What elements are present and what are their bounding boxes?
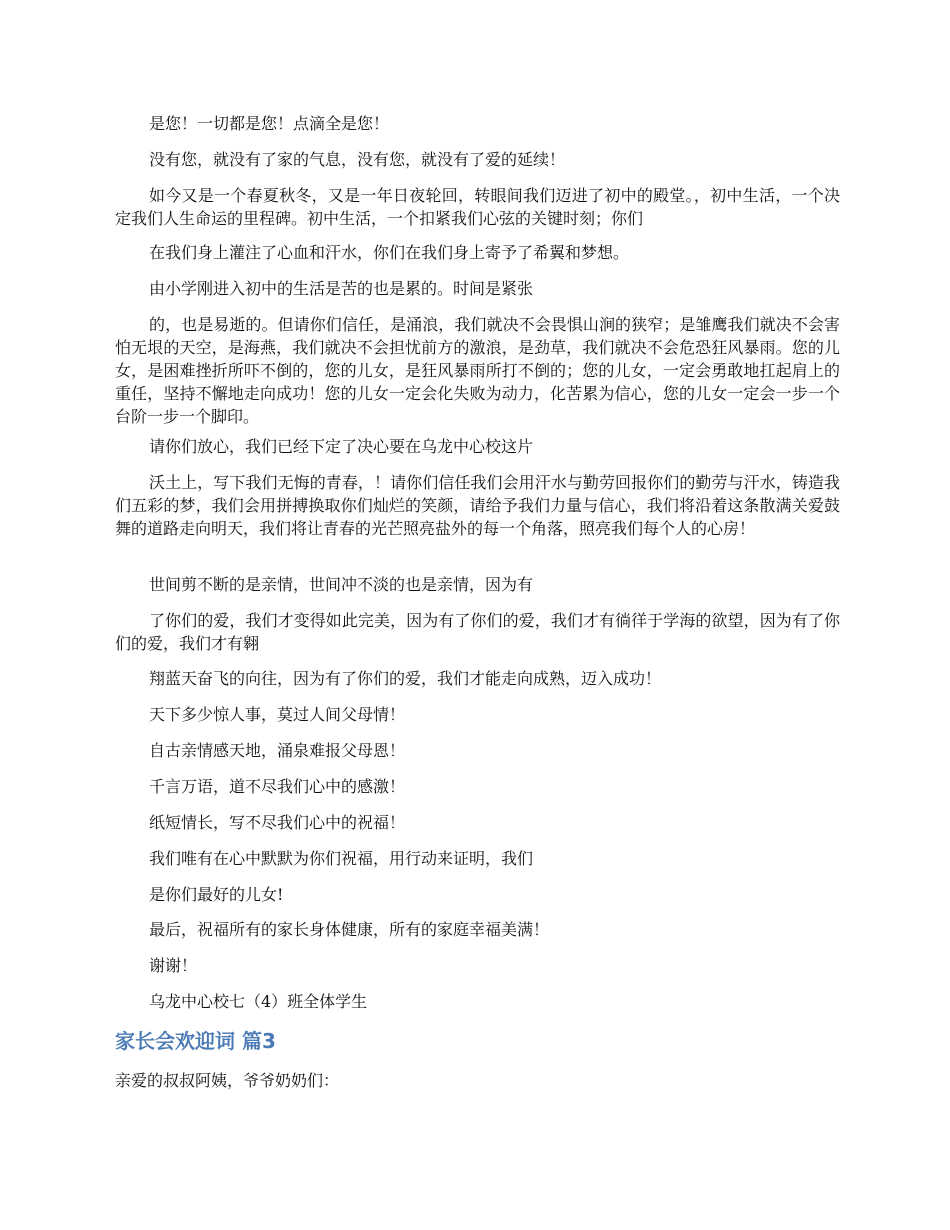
paragraph-11: 翔蓝天奋飞的向往，因为有了你们的爱，我们才能走向成熟，迈入成功！: [149, 669, 662, 688]
salutation: 亲爱的叔叔阿姨，爷爷奶奶们：: [115, 1071, 340, 1090]
paragraph-10: 了你们的爱，我们才变得如此完美，因为有了你们的爱，我们才有徜徉于学海的欲望，因为有了你们的爱，我们才有翱: [115, 611, 840, 653]
paragraph-1: 是您！一切都是您！点滴全是您！: [149, 114, 390, 133]
paragraph-9: 世间剪不断的是亲情，世间冲不淡的也是亲情，因为有: [149, 575, 534, 594]
paragraph-18: 最后，祝福所有的家长身体健康，所有的家庭幸福美满！: [149, 920, 550, 939]
paragraph-16: 我们唯有在心中默默为你们祝福，用行动来证明，我们: [149, 849, 534, 868]
paragraph-3: 如今又是一个春夏秋冬，又是一年日夜轮回，转眼间我们迈进了初中的殿堂。，初中生活，一个决定我们人生命运的里程碑。初中生活，一个扣紧我们心弦的关键时刻；你们: [115, 186, 840, 228]
paragraph-17: 是你们最好的儿女!: [149, 885, 284, 904]
paragraph-19: 谢谢！: [149, 956, 198, 975]
paragraph-12: 天下多少惊人事，莫过人间父母情！: [149, 705, 406, 724]
paragraph-4: 在我们身上灌注了心血和汗水，你们在我们身上寄予了希翼和梦想。: [149, 243, 630, 262]
paragraph-6: 的，也是易逝的。但请你们信任，是涌浪，我们就决不会畏惧山涧的狭窄；是雏鹰我们就决不会害怕无垠的天空，是海燕，我们就决不会担忧前方的激浪，是劲草，我们就决不会危恐狂风暴雨。您的儿女，是困难挫折所吓不倒的，您的儿女，是狂风暴雨所打不倒的；您的儿女，一定会勇敢地扛起肩上的重任，坚持不懈地走向成功！您的儿女一定会化失败为动力，化苦累为信心，您的儿女一定会一步一个台阶一步一个脚印。: [115, 315, 840, 426]
paragraph-13: 自古亲情感天地，涌泉难报父母恩！: [149, 741, 406, 760]
paragraph-7: 请你们放心，我们已经下定了决心要在乌龙中心校这片: [149, 437, 534, 456]
section-heading: 家长会欢迎词 篇3: [115, 1029, 276, 1053]
paragraph-15: 纸短情长，写不尽我们心中的祝福！: [149, 813, 406, 832]
paragraph-20: 乌龙中心校七（4）班全体学生: [149, 992, 368, 1011]
paragraph-14: 千言万语，道不尽我们心中的感激！: [149, 777, 406, 796]
paragraph-2: 没有您，就没有了家的气息，没有您，就没有了爱的延续！: [149, 150, 566, 169]
paragraph-8: 沃土上，写下我们无悔的青春，！请你们信任我们会用汗水与勤劳回报你们的勤劳与汗水，铸造我们五彩的梦，我们会用拼搏换取你们灿烂的笑颜，请给予我们力量与信心，我们将沿着这条散满关爱鼓舞的道路走向明天，我们将让青春的光芒照亮盐外的每一个角落，照亮我们每个人的心房！: [115, 473, 840, 538]
paragraph-5: 由小学刚进入初中的生活是苦的也是累的。时间是紧张: [149, 279, 534, 298]
